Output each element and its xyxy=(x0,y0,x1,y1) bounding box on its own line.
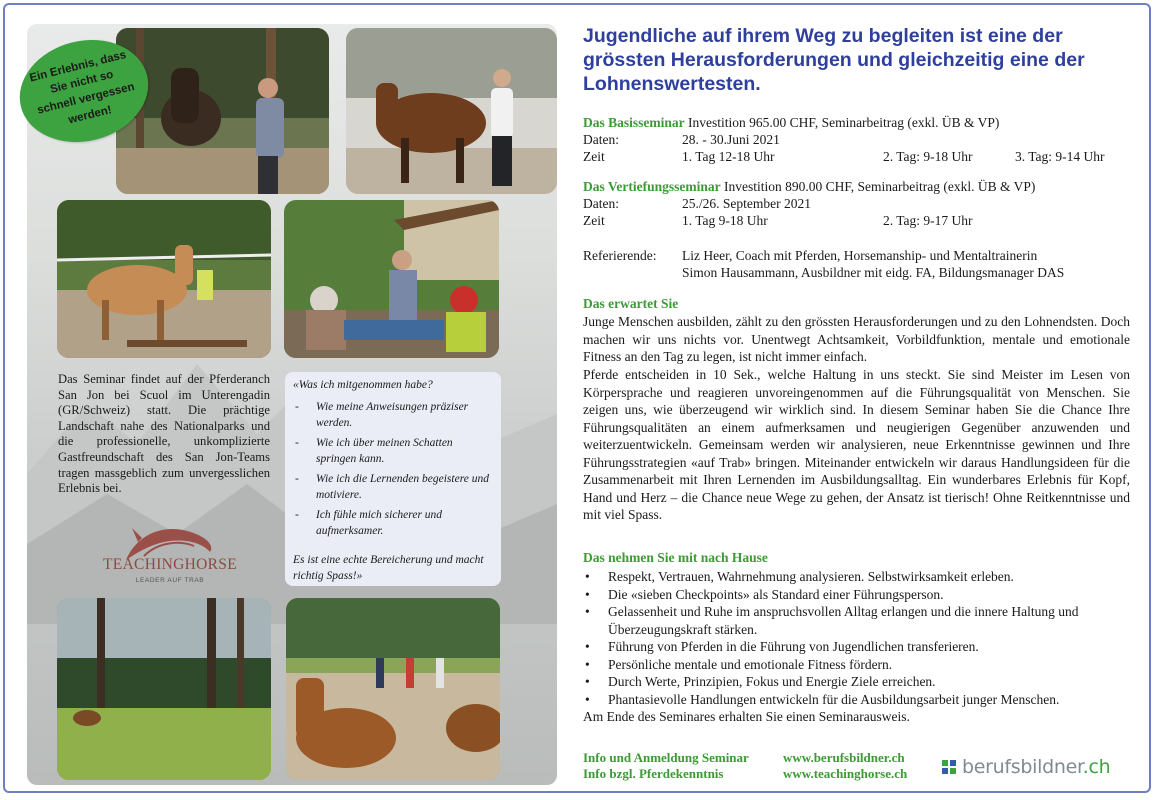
photo-horses-arena xyxy=(286,598,500,780)
erwartet-paragraph-1: Junge Menschen ausbilden, zählt zu den grössten Herausforderungen und zu den Lohnendsten. Doch machen wir uns nichts vor. Unentwegt Achtsamkeit, Vorbildfunktion, mentale und emotionale Fitness an den Tag zu legen, ist nicht immer einfach. xyxy=(583,314,1130,364)
vertief-line xyxy=(583,178,1035,196)
page-heading: Jugendliche auf ihrem Weg zu begleiten ist eine der grössten Herausforderungen und gleichzeitig eine der Lohnenswertesten. xyxy=(583,25,1085,95)
nehmen-title: Das nehmen Sie mit nach Hause xyxy=(583,550,768,565)
erwartet-paragraph-2: Pferde entscheiden in 10 Sek., welche Haltung in uns steckt. Sie sind Meister im Lesen von Körpersprache und reagieren unvoreingenommen auf die Führungsqualität von Menschen. Sie zeigen uns, wie überzeugend wir wirklich sind. In diesem Seminar haben Sie die Chance Ihre Führungsqualitäten an einem aufmerksamen und neugierigen Gegenüber anzuwenden und weiterzuentwickeln. Gemeinsam werden wir analysieren, neue Erkenntnisse gewinnen und Ihre Führungsstrategien «auf Trab» bringen. Miteinander entwickeln wir daraus Handlungsideen für die Zusammenarbeit mit Ihren Lernenden im Ausbildungsalltag. Ein wunderbares Erlebnis für Kopf, Hand und Herz – die Chance neue Wege zu gehen, der Ansatz ist tierisch! Ohne Reitkenntnisse und mit viel Spass. xyxy=(583,367,1130,522)
location-description: Das Seminar findet auf der Pferderanch San Jon bei Scuol im Unterengadin (GR/Schweiz) statt. Die prächtige Landschaft nahe des Nationalparks und die professionelle, unkomplizierte Gastfreundschaft des San Jon-Teams tragen massgeblich zum unvergesslichen Erlebnis bei. xyxy=(58,372,270,496)
vertief-zeit-label: Zeit xyxy=(583,213,605,228)
testimonial-title: «Was ich mitgenommen habe? xyxy=(293,379,433,391)
nehmen-closing: Am Ende des Seminares erhalten Sie einen Seminarausweis. xyxy=(583,709,910,724)
basis-daten-label: Daten: xyxy=(583,132,619,147)
photo-man-with-mule xyxy=(116,28,329,194)
erwartet-title: Das erwartet Sie xyxy=(583,296,679,311)
list-item: • Durch Werte, Prinzipien, Fokus und Energie Ziele erreichen. xyxy=(585,674,936,689)
teachinghorse-logo-name: TEACHINGHORSE xyxy=(103,556,237,573)
vertief-day1: 1. Tag 9-18 Uhr xyxy=(682,213,768,228)
footer-link-teachinghorse[interactable]: www.teachinghorse.ch xyxy=(783,766,908,781)
testimonial-item: - Wie meine Anweisungen präziser werden. xyxy=(295,401,469,429)
testimonial-box xyxy=(285,372,501,586)
footer-link-berufsbildner[interactable]: www.berufsbildner.ch xyxy=(783,750,905,765)
photo-horse-in-paddock xyxy=(57,200,271,358)
referierende-label: Referierende: xyxy=(583,248,657,263)
basis-price: Investition 965.00 CHF, Seminarbeitrag (exkl. ÜB & VP) xyxy=(684,115,1000,130)
nehmen-list xyxy=(583,568,1130,726)
testimonial-item: - Wie ich über meinen Schatten springen kann. xyxy=(295,437,453,465)
list-item: • Gelassenheit und Ruhe im anspruchsvollen Alltag erlangen und die innere Haltung und Überzeugungskraft stärken. xyxy=(585,604,1079,637)
referierende-1: Liz Heer, Coach mit Pferden, Horsemanship- und Mentaltrainerin xyxy=(682,248,1038,263)
list-item: • Phantasievolle Handlungen entwickeln für die Ausbildungsarbeit junger Menschen. xyxy=(585,691,1060,707)
berufsbildner-logo xyxy=(942,756,1110,778)
footer-info-pferd: Info bzgl. Pferdekenntnis xyxy=(583,766,724,781)
basis-daten: 28. - 30.Juni 2021 xyxy=(682,132,780,147)
promo-badge-text: Ein Erlebnis, dass Sie nicht so schnell vergessen werden! xyxy=(28,48,136,127)
basis-day1: 1. Tag 12-18 Uhr xyxy=(682,149,775,164)
footer-info-anmeldung: Info und Anmeldung Seminar xyxy=(583,750,749,765)
list-item: • Die «sieben Checkpoints» als Standard einer Führungsperson. xyxy=(585,586,944,602)
berufsbildner-squares-icon xyxy=(942,760,956,774)
list-item: • Respekt, Vertrauen, Wahrnehmung analysieren. Selbstwirksamkeit erleben. xyxy=(585,569,1014,584)
testimonial-closing: Es ist eine echte Bereicherung und macht richtig Spass!» xyxy=(293,554,484,582)
berufsbildner-logo-text: berufsbildner.ch xyxy=(962,756,1111,778)
vertief-price: Investition 890.00 CHF, Seminarbeitrag (exkl. ÜB & VP) xyxy=(720,179,1036,194)
vertief-day2: 2. Tag: 9-17 Uhr xyxy=(883,213,973,228)
basis-zeit-label: Zeit xyxy=(583,149,605,164)
testimonial-item: - Wie ich die Lernenden begeistere und motiviere. xyxy=(295,473,489,501)
testimonial-item: - Ich fühle mich sicherer und aufmerksamer. xyxy=(295,509,443,537)
basis-day2: 2. Tag: 9-18 Uhr xyxy=(883,149,973,164)
referierende-2: Simon Hausammann, Ausbildner mit eidg. FA, Bildungsmanager DAS xyxy=(682,265,1065,280)
list-item: • Führung von Pferden in die Führung von Jugendlichen transferieren. xyxy=(585,639,979,654)
vertief-daten-label: Daten: xyxy=(583,196,619,211)
basis-line xyxy=(583,114,999,132)
photo-woman-with-horse xyxy=(346,28,557,194)
photo-group-discussion xyxy=(284,200,499,358)
teachinghorse-logo-tagline: LEADER AUF TRAB xyxy=(135,577,205,584)
vertief-label: Das Vertiefungsseminar xyxy=(583,179,721,194)
list-item: • Persönliche mentale und emotionale Fitness fördern. xyxy=(585,656,893,672)
testimonial-list xyxy=(293,399,493,543)
basis-label: Das Basisseminar xyxy=(583,115,685,130)
vertief-daten: 25./26. September 2021 xyxy=(682,196,811,211)
photo-forest-meadow xyxy=(57,598,271,780)
basis-day3: 3. Tag: 9-14 Uhr xyxy=(1015,149,1105,164)
